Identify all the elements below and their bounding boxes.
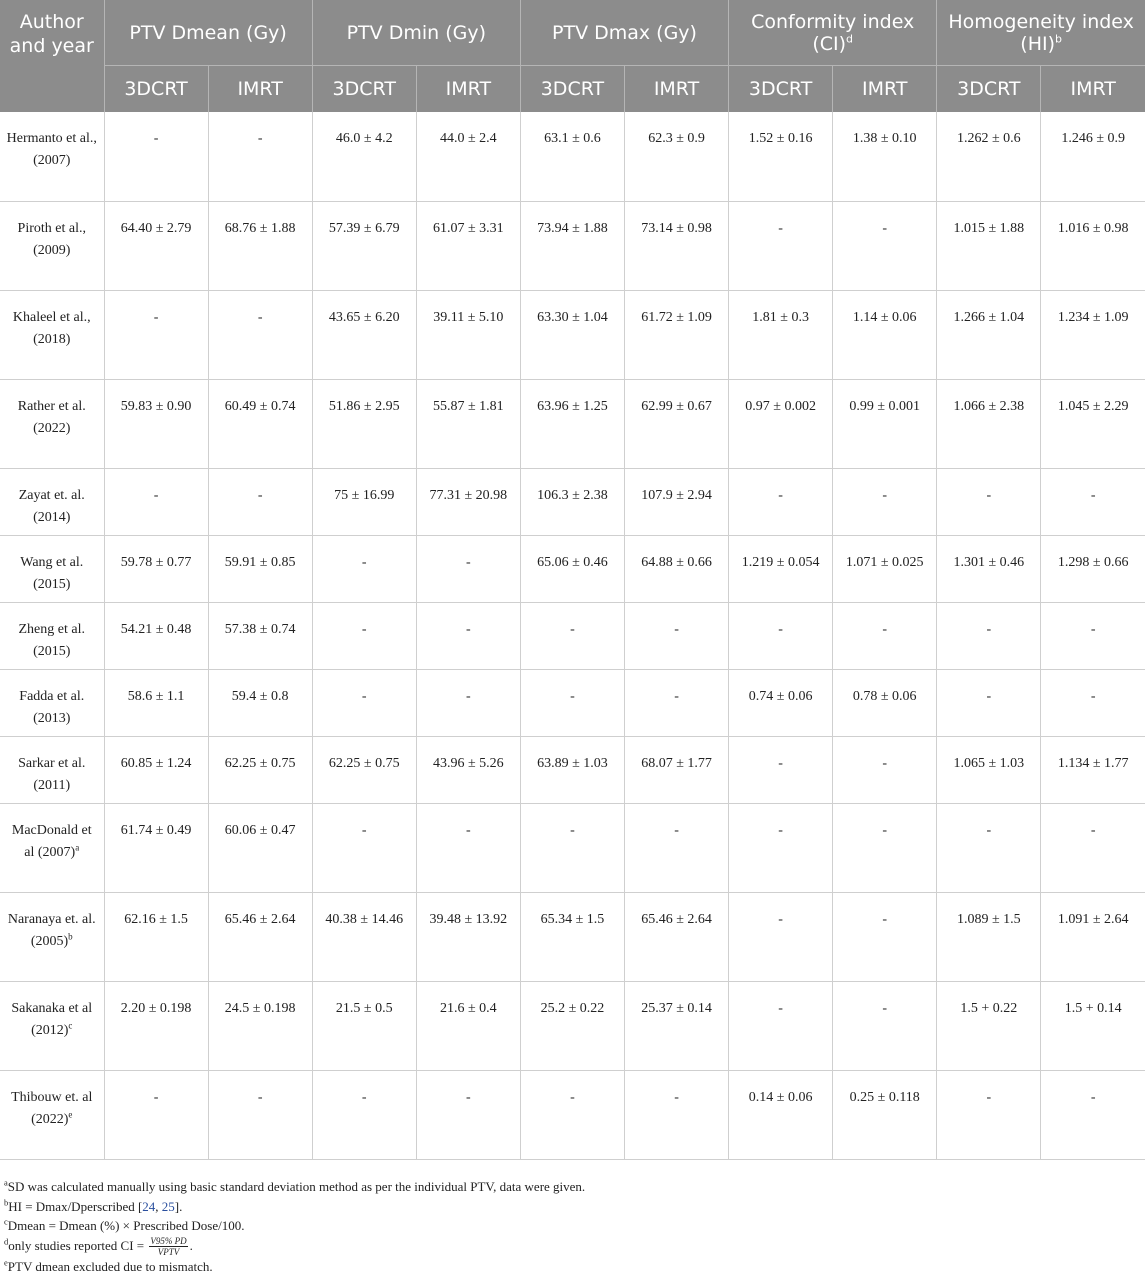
author-text: Zayat et. al. (2014) [18, 487, 85, 525]
value-cell: 58.6 ± 1.1 [104, 669, 208, 736]
value-cell: 59.78 ± 0.77 [104, 535, 208, 602]
value-cell: 65.34 ± 1.5 [520, 892, 624, 981]
value-cell: 25.2 ± 0.22 [520, 981, 624, 1070]
fraction-denominator: VPTV [157, 1247, 180, 1258]
value-cell: - [416, 535, 520, 602]
value-cell: - [1041, 468, 1145, 535]
value-cell: 39.11 ± 5.10 [416, 290, 520, 379]
author-column-header: Author and year [0, 0, 104, 112]
value-cell: 1.38 ± 0.10 [833, 112, 937, 201]
value-cell: - [624, 803, 728, 892]
value-cell: 65.46 ± 2.64 [208, 892, 312, 981]
footnote-c [4, 1216, 585, 1236]
value-cell: 77.31 ± 20.98 [416, 468, 520, 535]
value-cell: 1.219 ± 0.054 [729, 535, 833, 602]
value-cell: 61.72 ± 1.09 [624, 290, 728, 379]
value-cell: 1.071 ± 0.025 [833, 535, 937, 602]
reference-link[interactable]: 25 [161, 1198, 175, 1214]
value-cell: 57.38 ± 0.74 [208, 602, 312, 669]
fraction-numerator: V95% PD [150, 1236, 187, 1247]
footnote-mark: c [4, 1216, 8, 1227]
value-cell: 1.091 ± 2.64 [1041, 892, 1145, 981]
group-header-label: PTV Dmin (Gy) [346, 21, 486, 44]
value-cell: - [520, 803, 624, 892]
footnote-marker: a [75, 841, 80, 852]
value-cell: - [833, 803, 937, 892]
footnote-text: ]. [174, 1198, 183, 1214]
footnote-d [4, 1236, 585, 1258]
author-cell [0, 290, 104, 379]
footnote-marker: b [68, 930, 73, 941]
table-row [0, 602, 1145, 669]
group-header-ptv-dmax [520, 0, 728, 66]
footnote-mark: e [4, 1257, 8, 1268]
table-row [0, 112, 1145, 201]
table-row [0, 468, 1145, 535]
footnote-mark: b [4, 1197, 9, 1208]
value-cell: 1.14 ± 0.06 [833, 290, 937, 379]
value-cell: 61.07 ± 3.31 [416, 201, 520, 290]
author-text: Piroth et al., (2009) [17, 220, 86, 258]
footnote-marker: e [68, 1108, 73, 1119]
value-cell: 68.07 ± 1.77 [624, 736, 728, 803]
value-cell: - [520, 1070, 624, 1159]
value-cell: - [624, 602, 728, 669]
author-text: Hermanto et al., (2007) [6, 131, 97, 168]
value-cell: 65.46 ± 2.64 [624, 892, 728, 981]
value-cell: 1.5 + 0.14 [1041, 981, 1145, 1070]
value-cell: - [104, 290, 208, 379]
author-text: Khaleel et al., (2018) [12, 309, 91, 347]
value-cell: - [312, 669, 416, 736]
footnote-text: SD was calculated manually using basic standard deviation method as per the individual PTV, data were given. [7, 1179, 586, 1194]
value-cell: - [416, 1070, 520, 1159]
subheader-cell: 3DCRT [312, 66, 416, 113]
value-cell: 59.83 ± 0.90 [104, 379, 208, 468]
value-cell: 73.14 ± 0.98 [624, 201, 728, 290]
footnote-mark: a [4, 1177, 8, 1188]
value-cell: 63.89 ± 1.03 [520, 736, 624, 803]
value-cell: 2.20 ± 0.198 [104, 981, 208, 1070]
value-cell: 63.96 ± 1.25 [520, 379, 624, 468]
footnotes [4, 1177, 585, 1277]
value-cell: 1.5 + 0.22 [937, 981, 1041, 1070]
value-cell: - [104, 112, 208, 201]
group-header-conformity-index [729, 0, 937, 66]
value-cell: 65.06 ± 0.46 [520, 535, 624, 602]
footnote-b [4, 1197, 585, 1217]
value-cell: - [729, 803, 833, 892]
footnote-text: , [155, 1198, 162, 1214]
value-cell: 1.015 ± 1.88 [937, 201, 1041, 290]
value-cell: 64.40 ± 2.79 [104, 201, 208, 290]
value-cell: - [937, 468, 1041, 535]
value-cell: 0.25 ± 0.118 [833, 1070, 937, 1159]
value-cell: 1.81 ± 0.3 [729, 290, 833, 379]
value-cell: 24.5 ± 0.198 [208, 981, 312, 1070]
table-row [0, 201, 1145, 290]
value-cell: 64.88 ± 0.66 [624, 535, 728, 602]
value-cell: - [416, 602, 520, 669]
footnote-text: only studies reported CI = [8, 1237, 148, 1253]
subheader-cell: IMRT [1041, 66, 1145, 113]
value-cell: - [1041, 669, 1145, 736]
value-cell: - [729, 602, 833, 669]
value-cell: - [312, 535, 416, 602]
value-cell: 43.96 ± 5.26 [416, 736, 520, 803]
author-cell [0, 602, 104, 669]
value-cell: 57.39 ± 6.79 [312, 201, 416, 290]
table-row [0, 981, 1145, 1070]
footnote-a [4, 1177, 585, 1197]
value-cell: 1.52 ± 0.16 [729, 112, 833, 201]
value-cell: - [1041, 803, 1145, 892]
author-cell [0, 468, 104, 535]
value-cell: 1.301 ± 0.46 [937, 535, 1041, 602]
table-header [0, 0, 1145, 112]
value-cell: 0.97 ± 0.002 [729, 379, 833, 468]
value-cell: 1.134 ± 1.77 [1041, 736, 1145, 803]
value-cell: - [624, 669, 728, 736]
author-text: Sarkar et al. (2011) [18, 755, 86, 793]
subheader-cell: IMRT [208, 66, 312, 113]
table-row [0, 669, 1145, 736]
value-cell: 1.262 ± 0.6 [937, 112, 1041, 201]
value-cell: - [416, 803, 520, 892]
subheader-cell: IMRT [416, 66, 520, 113]
value-cell: 55.87 ± 1.81 [416, 379, 520, 468]
value-cell: 62.3 ± 0.9 [624, 112, 728, 201]
value-cell: - [833, 602, 937, 669]
value-cell: - [833, 736, 937, 803]
value-cell: 1.089 ± 1.5 [937, 892, 1041, 981]
value-cell: - [729, 468, 833, 535]
value-cell: 62.25 ± 0.75 [312, 736, 416, 803]
value-cell: 106.3 ± 2.38 [520, 468, 624, 535]
table-row [0, 892, 1145, 981]
value-cell: 73.94 ± 1.88 [520, 201, 624, 290]
group-header-label: Conformity index (CI) [751, 10, 915, 55]
subheader-row [0, 66, 1145, 113]
subheader-cell: 3DCRT [937, 66, 1041, 113]
group-header-ptv-dmin [312, 0, 520, 66]
value-cell: - [312, 803, 416, 892]
value-cell: 43.65 ± 6.20 [312, 290, 416, 379]
value-cell: - [937, 602, 1041, 669]
value-cell: 0.74 ± 0.06 [729, 669, 833, 736]
footnote-text: . [189, 1237, 193, 1253]
footnote-marker: b [1055, 32, 1062, 46]
subheader-cell: 3DCRT [104, 66, 208, 113]
value-cell: 63.1 ± 0.6 [520, 112, 624, 201]
value-cell: - [833, 892, 937, 981]
value-cell: 62.99 ± 0.67 [624, 379, 728, 468]
value-cell: 25.37 ± 0.14 [624, 981, 728, 1070]
value-cell: - [312, 1070, 416, 1159]
value-cell: - [729, 201, 833, 290]
value-cell: - [729, 736, 833, 803]
table-row [0, 736, 1145, 803]
value-cell: 21.5 ± 0.5 [312, 981, 416, 1070]
value-cell: 46.0 ± 4.2 [312, 112, 416, 201]
group-header-homogeneity-index [937, 0, 1145, 66]
value-cell: - [208, 468, 312, 535]
value-cell: - [520, 602, 624, 669]
ci-fraction [149, 1236, 187, 1257]
value-cell: 1.065 ± 1.03 [937, 736, 1041, 803]
subheader-cell: 3DCRT [729, 66, 833, 113]
author-text: MacDonald et al (2007) [11, 822, 92, 860]
value-cell: 60.06 ± 0.47 [208, 803, 312, 892]
author-cell [0, 981, 104, 1070]
author-text: Naranaya et. al. (2005) [7, 911, 96, 949]
value-cell: - [208, 1070, 312, 1159]
author-text: Wang et al. (2015) [20, 554, 84, 592]
author-cell [0, 112, 104, 201]
value-cell: 21.6 ± 0.4 [416, 981, 520, 1070]
group-header-label: Homogeneity index (HI) [948, 10, 1134, 55]
value-cell: - [208, 112, 312, 201]
author-cell [0, 379, 104, 468]
author-cell [0, 803, 104, 892]
value-cell: - [104, 1070, 208, 1159]
value-cell: - [1041, 602, 1145, 669]
author-cell [0, 1070, 104, 1159]
footnote-text: PTV dmean excluded due to mismatch. [7, 1259, 213, 1275]
table-row [0, 379, 1145, 468]
value-cell: 59.91 ± 0.85 [208, 535, 312, 602]
value-cell: - [937, 803, 1041, 892]
value-cell: 62.25 ± 0.75 [208, 736, 312, 803]
subheader-cell: IMRT [624, 66, 728, 113]
value-cell: - [729, 981, 833, 1070]
value-cell: - [729, 892, 833, 981]
value-cell: 54.21 ± 0.48 [104, 602, 208, 669]
value-cell: 40.38 ± 14.46 [312, 892, 416, 981]
value-cell: 0.99 ± 0.001 [833, 379, 937, 468]
value-cell: 1.234 ± 1.09 [1041, 290, 1145, 379]
value-cell: 63.30 ± 1.04 [520, 290, 624, 379]
table-row [0, 290, 1145, 379]
author-text: Fadda et al. (2013) [19, 688, 85, 726]
table-row [0, 535, 1145, 602]
reference-link[interactable]: 24 [142, 1198, 156, 1214]
author-text: Zheng et al. (2015) [18, 621, 85, 659]
author-text: Sakanaka et al (2012) [11, 1000, 93, 1038]
footnote-text: Dmean = Dmean (%) × Prescribed Dose/100. [7, 1218, 245, 1233]
subheader-cell: IMRT [833, 66, 937, 113]
value-cell: 62.16 ± 1.5 [104, 892, 208, 981]
value-cell: 44.0 ± 2.4 [416, 112, 520, 201]
value-cell: - [624, 1070, 728, 1159]
value-cell: 61.74 ± 0.49 [104, 803, 208, 892]
value-cell: 1.246 ± 0.9 [1041, 112, 1145, 201]
value-cell: 1.045 ± 2.29 [1041, 379, 1145, 468]
author-text: Rather et al. (2022) [17, 398, 86, 436]
value-cell: 59.4 ± 0.8 [208, 669, 312, 736]
footnote-e [4, 1257, 585, 1277]
table-body [0, 112, 1145, 1159]
value-cell: 1.066 ± 2.38 [937, 379, 1041, 468]
author-cell [0, 535, 104, 602]
value-cell: 1.266 ± 1.04 [937, 290, 1041, 379]
footnote-marker: c [68, 1019, 73, 1030]
value-cell: 1.016 ± 0.98 [1041, 201, 1145, 290]
value-cell: 0.14 ± 0.06 [729, 1070, 833, 1159]
value-cell: 68.76 ± 1.88 [208, 201, 312, 290]
footnote-text: HI = Dmax/Dperscribed [ [8, 1198, 143, 1214]
value-cell: 39.48 ± 13.92 [416, 892, 520, 981]
value-cell: 107.9 ± 2.94 [624, 468, 728, 535]
table-row [0, 803, 1145, 892]
footnote-marker: d [846, 32, 854, 46]
author-text: Thibouw et. al (2022) [11, 1089, 93, 1127]
author-cell [0, 736, 104, 803]
value-cell: 75 ± 16.99 [312, 468, 416, 535]
group-header-ptv-dmean [104, 0, 312, 66]
value-cell: - [312, 602, 416, 669]
value-cell: - [937, 669, 1041, 736]
value-cell: - [520, 669, 624, 736]
group-header-label: PTV Dmean (Gy) [129, 21, 287, 44]
value-cell: - [833, 981, 937, 1070]
value-cell: - [833, 468, 937, 535]
author-cell [0, 669, 104, 736]
value-cell: - [416, 669, 520, 736]
table-row [0, 1070, 1145, 1159]
value-cell: 60.85 ± 1.24 [104, 736, 208, 803]
value-cell: 1.298 ± 0.66 [1041, 535, 1145, 602]
subheader-cell: 3DCRT [520, 66, 624, 113]
value-cell: 0.78 ± 0.06 [833, 669, 937, 736]
value-cell: - [208, 290, 312, 379]
value-cell: 51.86 ± 2.95 [312, 379, 416, 468]
footnote-mark: d [4, 1236, 9, 1247]
value-cell: - [833, 201, 937, 290]
value-cell: - [104, 468, 208, 535]
author-cell [0, 892, 104, 981]
author-cell [0, 201, 104, 290]
group-header-label: PTV Dmax (Gy) [552, 21, 697, 44]
value-cell: 60.49 ± 0.74 [208, 379, 312, 468]
value-cell: - [937, 1070, 1041, 1159]
value-cell: - [1041, 1070, 1145, 1159]
